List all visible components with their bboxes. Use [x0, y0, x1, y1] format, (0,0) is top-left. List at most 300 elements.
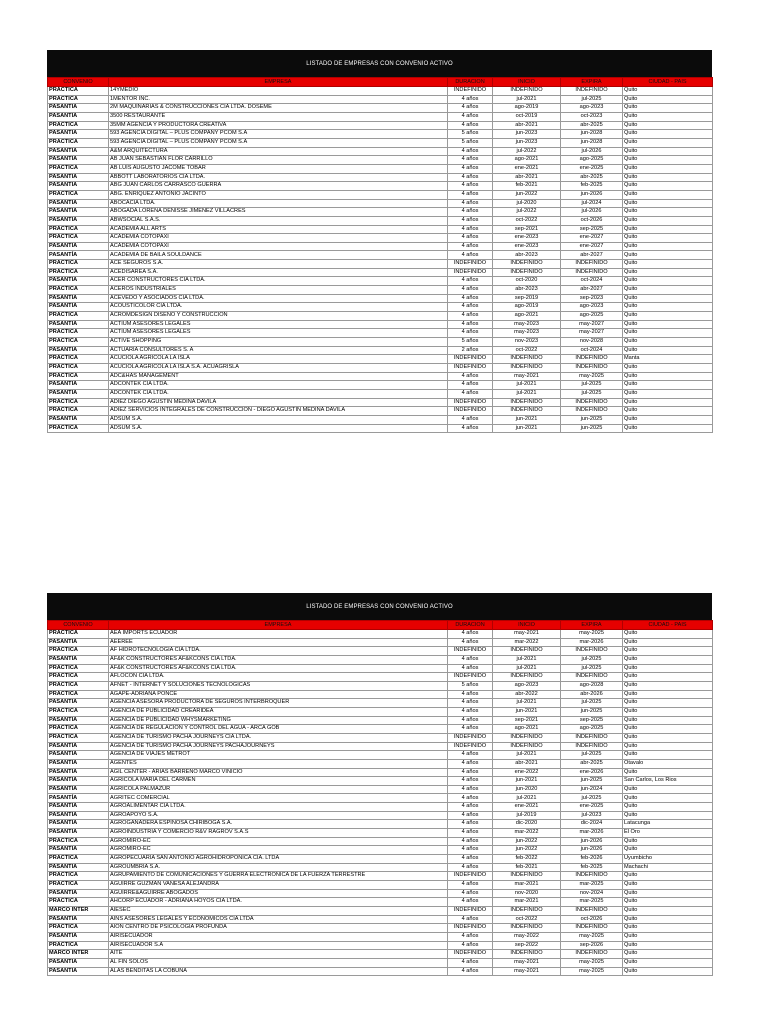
inicio-cell: feb-2021: [493, 863, 561, 872]
duracion-cell: 5 años: [448, 138, 493, 147]
ciudad-cell: Latacunga: [623, 820, 713, 829]
ciudad-cell: Quito: [623, 87, 713, 96]
table-row: [48, 87, 713, 96]
expira-cell: abr-2025: [561, 759, 623, 768]
inicio-cell: ene-2021: [493, 803, 561, 812]
duracion-cell: 4 años: [448, 251, 493, 260]
inicio-cell: jul-2021: [493, 751, 561, 760]
convenio-cell: PASANTÍA: [48, 415, 109, 424]
inicio-cell: mar-2021: [493, 881, 561, 890]
duracion-cell: 4 años: [448, 225, 493, 234]
expira-cell: jun-2028: [561, 130, 623, 139]
inicio-cell: ene-2023: [493, 242, 561, 251]
convenio-cell: PRÁCTICA: [48, 268, 109, 277]
ciudad-cell: Quito: [623, 277, 713, 286]
duracion-cell: 4 años: [448, 95, 493, 104]
ciudad-cell: Manta: [623, 355, 713, 364]
ciudad-cell: Quito: [623, 907, 713, 916]
expira-cell: dic-2024: [561, 820, 623, 829]
header-expira: EXPIRA: [561, 621, 623, 630]
expira-cell: abr-2025: [561, 173, 623, 182]
expira-cell: sep-2025: [561, 225, 623, 234]
convenio-cell: PASANTÍA: [48, 768, 109, 777]
table-row: [48, 803, 713, 812]
convenio-cell: PASANTÍA: [48, 699, 109, 708]
inicio-cell: oct-2022: [493, 216, 561, 225]
expira-cell: jun-2025: [561, 777, 623, 786]
expira-cell: oct-2024: [561, 277, 623, 286]
table-row: [48, 829, 713, 838]
inicio-cell: jun-2021: [493, 424, 561, 433]
expira-cell: oct-2026: [561, 216, 623, 225]
table-row: [48, 855, 713, 864]
inicio-cell: dic-2020: [493, 820, 561, 829]
expira-cell: INDEFINIDO: [561, 87, 623, 96]
table-row: [48, 338, 713, 347]
convenio-cell: PASANTÍA: [48, 208, 109, 217]
ciudad-cell: Quito: [623, 104, 713, 113]
duracion-cell: INDEFINIDO: [448, 364, 493, 373]
ciudad-cell: Quito: [623, 803, 713, 812]
duracion-cell: 4 años: [448, 932, 493, 941]
empresa-cell: A&M ARQUITECTURA: [109, 147, 448, 156]
table-title: LISTADO DE EMPRESAS CON CONVENIO ACTIVO: [47, 593, 712, 620]
expira-cell: ene-2025: [561, 164, 623, 173]
convenio-cell: PRÁCTICA: [48, 647, 109, 656]
expira-cell: INDEFINIDO: [561, 872, 623, 881]
ciudad-cell: Quito: [623, 733, 713, 742]
convenio-cell: PASANTÍA: [48, 751, 109, 760]
ciudad-cell: Quito: [623, 681, 713, 690]
ciudad-cell: Quito: [623, 424, 713, 433]
duracion-cell: 4 años: [448, 638, 493, 647]
convenio-cell: PRÁCTICA: [48, 725, 109, 734]
convenio-cell: PASANTÍA: [48, 320, 109, 329]
convenio-cell: PRÁCTICA: [48, 355, 109, 364]
table-row: [48, 260, 713, 269]
table-row: [48, 346, 713, 355]
inicio-cell: abr-2021: [493, 173, 561, 182]
expira-cell: INDEFINIDO: [561, 364, 623, 373]
ciudad-cell: Quito: [623, 716, 713, 725]
duracion-cell: 4 años: [448, 837, 493, 846]
empresa-cell: AGROPECUARIA SAN ANTONIO AGROHIDROPONICA CIA. LTDA: [109, 855, 448, 864]
duracion-cell: 4 años: [448, 777, 493, 786]
table-row: [48, 950, 713, 959]
convenio-cell: PASANTÍA: [48, 112, 109, 121]
inicio-cell: jul-2020: [493, 199, 561, 208]
ciudad-cell: Quito: [623, 303, 713, 312]
inicio-cell: jul-2021: [493, 794, 561, 803]
duracion-cell: 4 años: [448, 664, 493, 673]
empresa-cell: ADCONTEK CIA LTDA.: [109, 381, 448, 390]
empresa-cell: AB JUAN SEBASTIAN FLOR CARRILLO: [109, 156, 448, 165]
table-row: [48, 268, 713, 277]
inicio-cell: abr-2021: [493, 121, 561, 130]
expira-cell: may-2025: [561, 932, 623, 941]
table-row: [48, 164, 713, 173]
ciudad-cell: Quito: [623, 216, 713, 225]
header-convenio: CONVENIO: [48, 621, 109, 630]
empresa-cell: AB LUIS AUGUSTO JACOME TOBAR: [109, 164, 448, 173]
convenio-cell: PASANTÍA: [48, 932, 109, 941]
empresa-cell: 2M MAQUINARIAS & CONSTRUCCIONES CIA LTDA. DOSEME: [109, 104, 448, 113]
expira-cell: jul-2025: [561, 699, 623, 708]
ciudad-cell: Quito: [623, 320, 713, 329]
expira-cell: jun-2026: [561, 846, 623, 855]
convenio-cell: PASANTÍA: [48, 199, 109, 208]
ciudad-cell: Quito: [623, 742, 713, 751]
empresa-cell: ACADEMIA COTOPAXI: [109, 234, 448, 243]
inicio-cell: ago-2021: [493, 156, 561, 165]
duracion-cell: 4 años: [448, 785, 493, 794]
ciudad-cell: Quito: [623, 251, 713, 260]
expira-cell: jul-2025: [561, 381, 623, 390]
table-row: [48, 846, 713, 855]
duracion-cell: 4 años: [448, 286, 493, 295]
convenio-cell: PRÁCTICA: [48, 372, 109, 381]
header-empresa: EMPRESA: [109, 78, 448, 87]
inicio-cell: sep-2022: [493, 941, 561, 950]
convenio-cell: MARCO INTER: [48, 950, 109, 959]
header-ciudad-pais: CIUDAD - PAIS: [623, 78, 713, 87]
expira-cell: INDEFINIDO: [561, 398, 623, 407]
table-row: [48, 958, 713, 967]
empresa-cell: AFNET - INTERNET Y SOLUCIONES TECNOLOGICAS: [109, 681, 448, 690]
empresa-cell: ABWSOCIAL S.A.S.: [109, 216, 448, 225]
inicio-cell: may-2023: [493, 329, 561, 338]
ciudad-cell: Quito: [623, 225, 713, 234]
ciudad-cell: Quito: [623, 638, 713, 647]
ciudad-cell: Quito: [623, 242, 713, 251]
expira-cell: jun-2025: [561, 424, 623, 433]
expira-cell: may-2025: [561, 630, 623, 639]
expira-cell: jun-2026: [561, 190, 623, 199]
empresa-cell: ABG JUAN CARLOS CARRASCO GUERRA: [109, 182, 448, 191]
ciudad-cell: Quito: [623, 673, 713, 682]
expira-cell: jul-2024: [561, 199, 623, 208]
inicio-cell: abr-2023: [493, 251, 561, 260]
convenio-cell: PRÁCTICA: [48, 286, 109, 295]
expira-cell: feb-2025: [561, 182, 623, 191]
inicio-cell: jun-2021: [493, 777, 561, 786]
convenio-cell: PRÁCTICA: [48, 733, 109, 742]
ciudad-cell: Quito: [623, 294, 713, 303]
expira-cell: mar-2025: [561, 898, 623, 907]
inicio-cell: ene-2022: [493, 768, 561, 777]
empresa-cell: 14YMEDIO: [109, 87, 448, 96]
empresa-cell: AGAPE-ADRIANA PONCE: [109, 690, 448, 699]
empresa-cell: AGENCIA DE VIAJES METROT: [109, 751, 448, 760]
convenio-cell: PRÁCTICA: [48, 398, 109, 407]
duracion-cell: INDEFINIDO: [448, 407, 493, 416]
empresa-cell: AGUIRRE&AGUIRRE ABOGADOS: [109, 889, 448, 898]
table-row: [48, 630, 713, 639]
table-row: [48, 924, 713, 933]
duracion-cell: INDEFINIDO: [448, 742, 493, 751]
empresa-cell: AFLOCON CIA LTDA.: [109, 673, 448, 682]
expira-cell: jun-2024: [561, 785, 623, 794]
duracion-cell: 4 años: [448, 707, 493, 716]
empresa-cell: AGRITEC COMERCIAL: [109, 794, 448, 803]
header-inicio: INICIO: [493, 621, 561, 630]
table-row: [48, 863, 713, 872]
convenio-cell: PASANTÍA: [48, 303, 109, 312]
expira-cell: jun-2025: [561, 707, 623, 716]
ciudad-cell: Quito: [623, 199, 713, 208]
convenio-cell: PRÁCTICA: [48, 837, 109, 846]
empresa-cell: ACOUSTICOLOR CIA LTDA.: [109, 303, 448, 312]
duracion-cell: 4 años: [448, 898, 493, 907]
duracion-cell: INDEFINIDO: [448, 398, 493, 407]
inicio-cell: jul-2021: [493, 381, 561, 390]
table-row: [48, 173, 713, 182]
convenio-cell: PASANTÍA: [48, 759, 109, 768]
table-row: [48, 967, 713, 976]
inicio-cell: may-2023: [493, 320, 561, 329]
table-row: [48, 742, 713, 751]
header-empresa: EMPRESA: [109, 621, 448, 630]
ciudad-cell: Quito: [623, 190, 713, 199]
expira-cell: jul-2023: [561, 811, 623, 820]
expira-cell: may-2025: [561, 372, 623, 381]
inicio-cell: INDEFINIDO: [493, 355, 561, 364]
duracion-cell: 4 años: [448, 690, 493, 699]
empresa-cell: ABOGADA LORENA DENISSE JIMENEZ VILLACRES: [109, 208, 448, 217]
inicio-cell: abr-2021: [493, 759, 561, 768]
duracion-cell: 4 años: [448, 173, 493, 182]
expira-cell: ago-2025: [561, 312, 623, 321]
convenio-cell: PRÁCTICA: [48, 407, 109, 416]
duracion-cell: 4 años: [448, 199, 493, 208]
empresa-cell: ACTUARIA CONSULTORES S. A: [109, 346, 448, 355]
table-row: [48, 121, 713, 130]
convenio-cell: PRÁCTICA: [48, 329, 109, 338]
convenio-cell: PASANTÍA: [48, 958, 109, 967]
convenio-cell: PRÁCTICA: [48, 681, 109, 690]
convenio-cell: PRÁCTICA: [48, 690, 109, 699]
convenio-cell: PASANTÍA: [48, 381, 109, 390]
duracion-cell: INDEFINIDO: [448, 924, 493, 933]
empresa-cell: 35MM AGENCIA Y PRODUCTORA CREATIVA: [109, 121, 448, 130]
empresa-cell: AEEREE: [109, 638, 448, 647]
inicio-cell: INDEFINIDO: [493, 268, 561, 277]
empresa-cell: AGROALIMENTAR CIA LTDA.: [109, 803, 448, 812]
inicio-cell: jul-2021: [493, 699, 561, 708]
ciudad-cell: Quito: [623, 364, 713, 373]
duracion-cell: 4 años: [448, 312, 493, 321]
expira-cell: jun-2026: [561, 837, 623, 846]
ciudad-cell: Quito: [623, 690, 713, 699]
table-row: [48, 733, 713, 742]
duracion-cell: INDEFINIDO: [448, 950, 493, 959]
table-row: [48, 104, 713, 113]
empresa-cell: ACADEMIA DE BAILA SOULDANCE: [109, 251, 448, 260]
duracion-cell: 4 años: [448, 147, 493, 156]
inicio-cell: mar-2021: [493, 898, 561, 907]
inicio-cell: ago-2019: [493, 104, 561, 113]
convenio-cell: PASANTÍA: [48, 846, 109, 855]
expira-cell: jun-2028: [561, 138, 623, 147]
expira-cell: INDEFINIDO: [561, 407, 623, 416]
empresa-cell: ACUCIOLA AGRICOLA LA ISLA S.A. ACUAGRISLA: [109, 364, 448, 373]
empresa-cell: ADIEZ DIEGO AGUSTIN MEDINA DAVILA: [109, 398, 448, 407]
table-row: [48, 647, 713, 656]
inicio-cell: ago-2021: [493, 312, 561, 321]
ciudad-cell: Quito: [623, 346, 713, 355]
empresa-cell: AGROAPOYO S.A.: [109, 811, 448, 820]
duracion-cell: 4 años: [448, 725, 493, 734]
empresa-cell: ACADEMIA COTOPAXI: [109, 242, 448, 251]
inicio-cell: mar-2022: [493, 829, 561, 838]
table-row: [48, 699, 713, 708]
expira-cell: jul-2025: [561, 794, 623, 803]
ciudad-cell: Quito: [623, 699, 713, 708]
convenio-cell: PRÁCTICA: [48, 424, 109, 433]
empresa-cell: AGROMIRO-EC: [109, 846, 448, 855]
empresa-cell: ADC&HAS MANAGEMENT: [109, 372, 448, 381]
expira-cell: nov-2024: [561, 889, 623, 898]
empresa-cell: 3500 RESTAURANTE: [109, 112, 448, 121]
duracion-cell: 2 años: [448, 346, 493, 355]
empresa-cell: ACTIUM ASESORES LEGALES: [109, 320, 448, 329]
inicio-cell: jun-2021: [493, 415, 561, 424]
convenio-cell: PASANTÍA: [48, 889, 109, 898]
table-row: [48, 751, 713, 760]
table-row: [48, 329, 713, 338]
empresa-cell: AGENCIA ASESORA PRODUCTORA DE SEGUROS INTERBROQUER: [109, 699, 448, 708]
table-row: [48, 372, 713, 381]
duracion-cell: 4 años: [448, 121, 493, 130]
duracion-cell: 4 años: [448, 958, 493, 967]
expira-cell: mar-2026: [561, 638, 623, 647]
expira-cell: jul-2026: [561, 147, 623, 156]
expira-cell: ago-2023: [561, 104, 623, 113]
ciudad-cell: Quito: [623, 398, 713, 407]
ciudad-cell: Quito: [623, 130, 713, 139]
inicio-cell: sep-2021: [493, 716, 561, 725]
inicio-cell: jul-2021: [493, 664, 561, 673]
duracion-cell: 4 años: [448, 104, 493, 113]
ciudad-cell: Quito: [623, 811, 713, 820]
table-row: [48, 294, 713, 303]
table-row: [48, 881, 713, 890]
empresa-cell: AGIL CENTER - ARIAS BARRENO MARCO VINICIO: [109, 768, 448, 777]
expira-cell: abr-2025: [561, 121, 623, 130]
expira-cell: feb-2025: [561, 863, 623, 872]
company-table: [47, 77, 713, 433]
company-table-page-1: [47, 50, 712, 433]
expira-cell: INDEFINIDO: [561, 260, 623, 269]
empresa-cell: AGROMIRO-EC: [109, 837, 448, 846]
duracion-cell: 4 años: [448, 863, 493, 872]
table-row: [48, 190, 713, 199]
duracion-cell: INDEFINIDO: [448, 647, 493, 656]
convenio-cell: PRÁCTICA: [48, 673, 109, 682]
inicio-cell: jul-2021: [493, 655, 561, 664]
ciudad-cell: Quito: [623, 260, 713, 269]
ciudad-cell: Quito: [623, 725, 713, 734]
convenio-cell: PRÁCTICA: [48, 312, 109, 321]
empresa-cell: ABBOTT LABORATORIOS CIA LTDA.: [109, 173, 448, 182]
inicio-cell: INDEFINIDO: [493, 733, 561, 742]
convenio-cell: PASANTÍA: [48, 803, 109, 812]
inicio-cell: oct-2022: [493, 346, 561, 355]
table-row: [48, 242, 713, 251]
expira-cell: nov-2028: [561, 338, 623, 347]
empresa-cell: AION CENTRO DE PSICOLOGIA PROFUNDA: [109, 924, 448, 933]
duracion-cell: 4 años: [448, 208, 493, 217]
table-row: [48, 225, 713, 234]
empresa-cell: AGRICOLA MARIA DEL CARMEN: [109, 777, 448, 786]
empresa-cell: AL FIN SOLOS: [109, 958, 448, 967]
expira-cell: INDEFINIDO: [561, 742, 623, 751]
expira-cell: INDEFINIDO: [561, 733, 623, 742]
duracion-cell: 4 años: [448, 630, 493, 639]
ciudad-cell: Quito: [623, 312, 713, 321]
duracion-cell: INDEFINIDO: [448, 260, 493, 269]
expira-cell: INDEFINIDO: [561, 268, 623, 277]
empresa-cell: 1MENTOR INC.: [109, 95, 448, 104]
inicio-cell: ago-2019: [493, 303, 561, 312]
empresa-cell: AGUIRRE GUZMÁN VANESA ALEJANDRA: [109, 881, 448, 890]
empresa-cell: ADCONTEK CIA LTDA.: [109, 389, 448, 398]
duracion-cell: 4 años: [448, 855, 493, 864]
duracion-cell: 4 años: [448, 716, 493, 725]
empresa-cell: ACEVEDO Y ASOCIADOS CIA LTDA.: [109, 294, 448, 303]
table-title: LISTADO DE EMPRESAS CON CONVENIO ACTIVO: [47, 50, 712, 77]
inicio-cell: INDEFINIDO: [493, 673, 561, 682]
inicio-cell: jul-2022: [493, 147, 561, 156]
header-row: [48, 78, 713, 87]
expira-cell: jul-2025: [561, 95, 623, 104]
duracion-cell: 4 años: [448, 655, 493, 664]
empresa-cell: ADIEZ SERVICIOS INTEGRALES DE CONSTRUCCION - DIEGO AGUSTIN MEDINA DAVILA: [109, 407, 448, 416]
empresa-cell: AGENCIA DE REGULACION Y CONTROL DEL AGUA - ARCA GOB: [109, 725, 448, 734]
duracion-cell: 4 años: [448, 846, 493, 855]
table-row: [48, 872, 713, 881]
convenio-cell: PASANTÍA: [48, 863, 109, 872]
header-expira: EXPIRA: [561, 78, 623, 87]
table-row: [48, 664, 713, 673]
table-row: [48, 156, 713, 165]
convenio-cell: PRÁCTICA: [48, 630, 109, 639]
duracion-cell: 4 años: [448, 294, 493, 303]
convenio-cell: PASANTÍA: [48, 785, 109, 794]
ciudad-cell: Quito: [623, 898, 713, 907]
expira-cell: INDEFINIDO: [561, 907, 623, 916]
duracion-cell: 4 años: [448, 164, 493, 173]
ciudad-cell: Quito: [623, 881, 713, 890]
convenio-cell: PASANTÍA: [48, 794, 109, 803]
duracion-cell: 4 años: [448, 112, 493, 121]
ciudad-cell: El Oro: [623, 829, 713, 838]
table-row: [48, 234, 713, 243]
duracion-cell: 4 años: [448, 941, 493, 950]
convenio-cell: PASANTÍA: [48, 742, 109, 751]
inicio-cell: jun-2022: [493, 846, 561, 855]
inicio-cell: nov-2020: [493, 889, 561, 898]
convenio-cell: PASANTÍA: [48, 820, 109, 829]
table-row: [48, 424, 713, 433]
table-row: [48, 820, 713, 829]
duracion-cell: 4 años: [448, 699, 493, 708]
header-row: [48, 621, 713, 630]
inicio-cell: jun-2022: [493, 837, 561, 846]
expira-cell: ene-2027: [561, 234, 623, 243]
ciudad-cell: Uyumbicho: [623, 855, 713, 864]
duracion-cell: 4 años: [448, 794, 493, 803]
